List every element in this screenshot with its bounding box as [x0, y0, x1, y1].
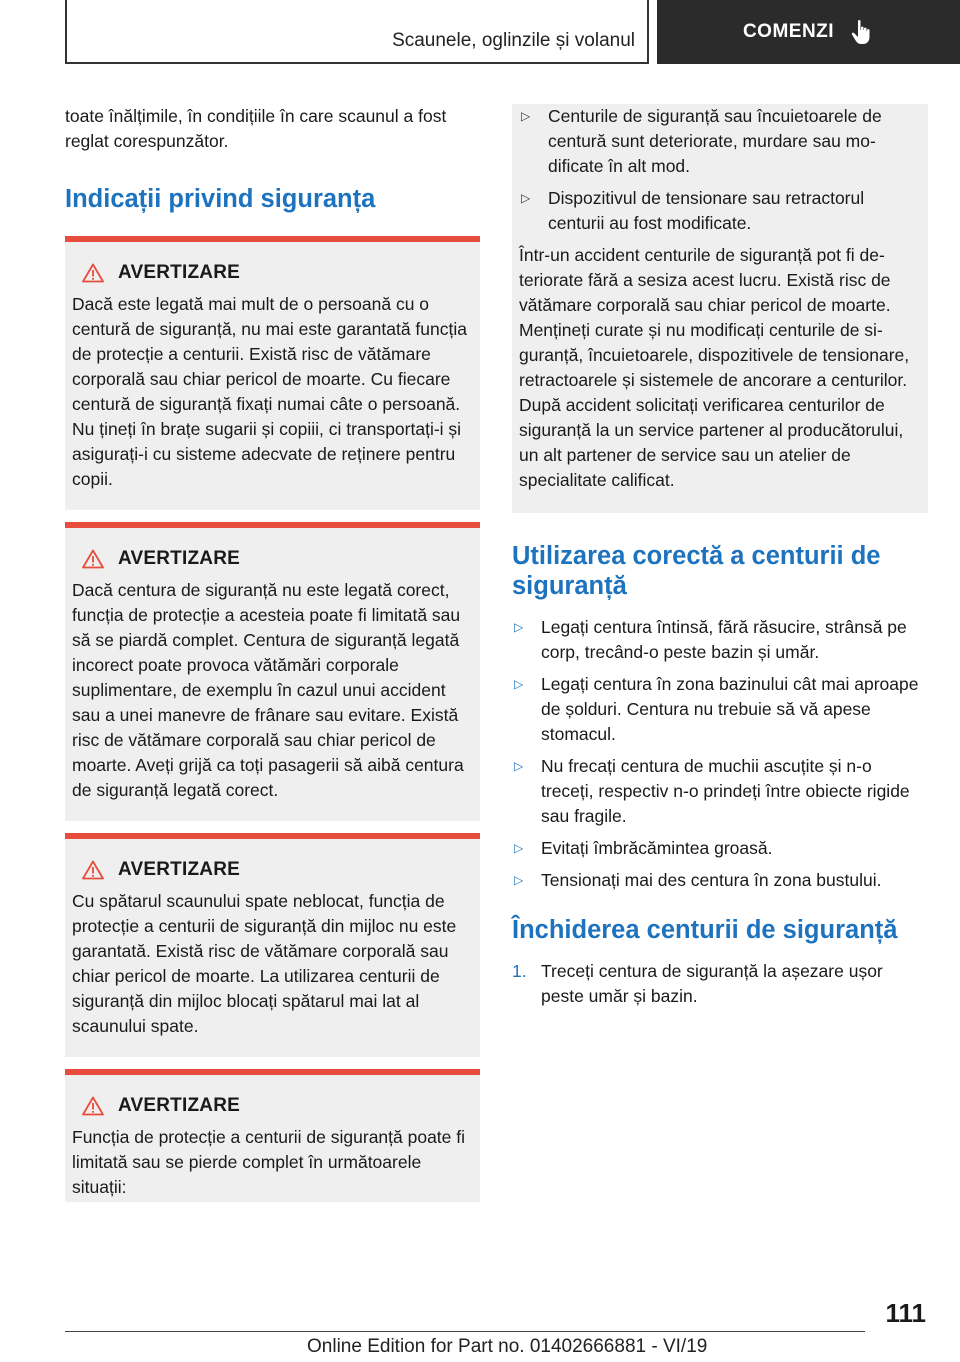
warning-text: Dacă este legată mai mult de o persoană cu o centură de siguranță, nu mai este garantată funcția de protecție a centurii. Există risc de vătămare corporală sau chiar pericol de moarte. Cu fiecare centură de siguranță fixați numai câte o persoană. Nu țineți în brațe sugarii și copiii, ci transportați-i și asigurați-i cu sisteme adecvate de reținere pentru copii.	[72, 294, 467, 489]
warning-box	[65, 236, 480, 510]
warning-box	[65, 833, 480, 1057]
heading-correct-use: Utilizarea corectă a centurii de siguranță	[512, 542, 881, 600]
right-column	[512, 104, 928, 1009]
header-tab-label: COMENZI	[742, 21, 835, 42]
warning-header	[82, 546, 470, 572]
list-item: ▷ Tensionați mai des centura în zona bustului.	[512, 868, 928, 893]
heading-safety-notes: Indicații privind siguranța	[65, 185, 376, 213]
warning-triangle-icon	[82, 1096, 104, 1116]
intro-paragraph: toate înălțimile, în condițiile în care scaunul a fost reglat corespunzător.	[65, 106, 447, 151]
triangle-bullet-icon: ▷	[514, 620, 524, 634]
warning-box	[65, 1069, 480, 1202]
warning-text: Dacă centura de siguranță nu este legată corect, funcția de protecție a acesteia poate fi limitată sau să se piardă complet. Centura de siguranță legată incorect poate provoca vătămări corporale suplimentare, de exemplu în cazul unui accident sau a unei manevre de frânare sau evitare. Există risc de vătămare corporală sau chiar pericol de moarte. Aveți grijă ca toți pasagerii să aibă centura de siguranță legată corect.	[72, 580, 464, 800]
hand-pointer-icon	[850, 19, 874, 45]
footer-edition-text: Online Edition for Part no. 01402666881 - VI/19	[307, 1336, 708, 1357]
warning-triangle-icon	[82, 549, 104, 569]
warning-triangle-icon	[82, 263, 104, 283]
list-item: ▷ Nu frecați centura de muchii ascuțite și n-o treceți, respectiv n-o prindeți între obiecte rigide sau fragile.	[514, 756, 910, 826]
warning-title: AVERTIZARE	[118, 859, 240, 880]
list-item: ▷ Legați centura în zona bazinului cât mai aproape de șolduri. Centura nu trebuie să vă apese stomacul.	[514, 674, 919, 744]
triangle-bullet-icon: ▷	[514, 873, 524, 887]
left-column	[65, 104, 480, 1202]
warning-title: AVERTIZARE	[118, 262, 240, 283]
warning-title: AVERTIZARE	[118, 548, 240, 569]
list-item: 1. Treceți centura de siguranță la așezare ușor peste umăr și bazin.	[512, 961, 883, 1006]
warning-text: Într-un accident centurile de siguranță pot fi deteriorate fără a sesiza acest lucru. Există risc de vătămare corporală sau chiar pericol de moarte. Mențineți curate și nu modificați centurile de siguranță, încuietoarele, dispozitivele de tensionare, retractoarele și sistemele de ancorare a centurilor. După accident solicitați verificarea centurilor de siguranță la un service partener al producătorului, un alt partener de service sau un atelier de specialitate calificat.	[519, 245, 910, 490]
list-item: ▷ Dispozitivul de tensionare sau retractorul centurii au fost modificate.	[521, 188, 865, 233]
warning-header	[82, 857, 470, 883]
triangle-bullet-icon: ▷	[514, 677, 524, 691]
warning-header	[82, 260, 470, 286]
footer-divider	[65, 1331, 865, 1332]
step-number: 1.	[512, 961, 527, 981]
list-item: ▷ Centurile de siguranță sau încuietoarele de centură sunt deteriorate, murdare sau modificate în alt mod.	[521, 106, 882, 176]
heading-fastening: Închiderea centurii de siguranță	[512, 916, 898, 944]
triangle-bullet-icon: ▷	[514, 759, 524, 773]
page-number: 111	[885, 1298, 926, 1328]
list-item: ▷ Legați centura întinsă, fără răsucire, strânsă pe corp, trecând-o peste bazin și umăr.	[514, 617, 907, 662]
warning-box	[65, 522, 480, 821]
header-section-title: Scaunele, oglinzile și volanul	[392, 30, 635, 51]
warning-title: AVERTIZARE	[118, 1095, 240, 1116]
usage-bullet-list	[512, 615, 928, 893]
warning-text: Cu spătarul scaunului spate neblocat, funcția de protecție a centurii de siguranță din mijloc nu este garantată. Există risc de vătămare corporală sau chiar pericol de moarte. La utilizarea centurii de siguranță din mijloc blocați spătarul mai lat al scaunului spate.	[72, 891, 457, 1036]
steps-list	[512, 959, 928, 1009]
warning-continuation-box	[512, 104, 928, 513]
warning-text: Funcția de protecție a centurii de siguranță poate fi limitată sau se pierde complet în următoarele situații:	[72, 1127, 466, 1197]
list-item: ▷ Evitați îmbrăcămintea groasă.	[512, 836, 928, 861]
warning-header	[82, 1093, 470, 1119]
header-tab-comenzi[interactable]	[657, 0, 960, 64]
header-section-box	[65, 0, 649, 64]
warning-bullet-list	[519, 104, 918, 236]
triangle-bullet-icon: ▷	[521, 191, 531, 205]
triangle-bullet-icon: ▷	[521, 109, 531, 123]
triangle-bullet-icon: ▷	[514, 841, 524, 855]
warning-triangle-icon	[82, 860, 104, 880]
